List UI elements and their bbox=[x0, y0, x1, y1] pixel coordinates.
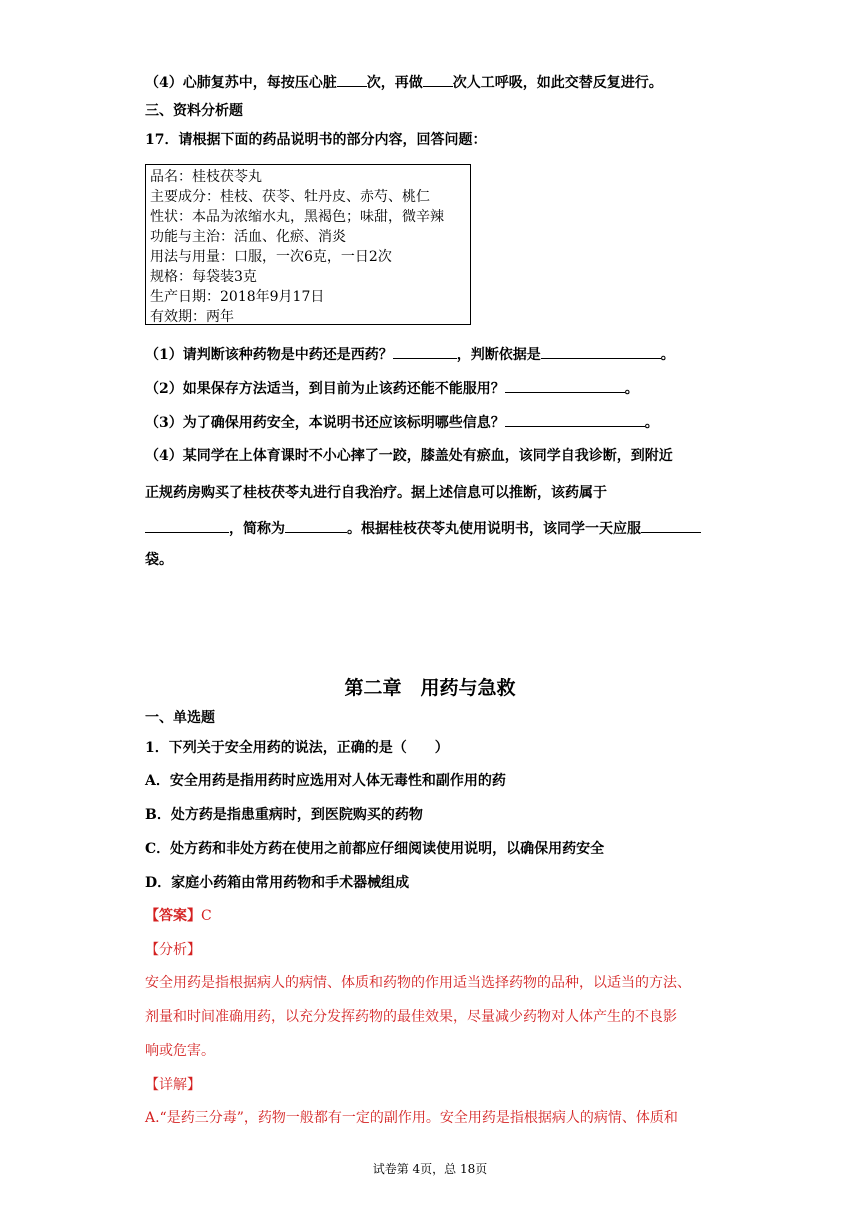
question-stem: 1．下列关于安全用药的说法，正确的是（ ） bbox=[145, 740, 449, 756]
option-d: D．家庭小药箱由常用药物和手术器械组成 bbox=[145, 875, 410, 891]
q16-part4: （4）心肺复苏中，每按压心脏 次，再做 次人工呼吸，如此交替反复进行。 bbox=[145, 72, 663, 93]
label-line: 生产日期：2018年9月17日 bbox=[150, 289, 325, 305]
analysis-text: 剂量和时间准确用药，以充分发挥药物的最佳效果，尽量减少药物对人体产生的不良影 bbox=[145, 1009, 677, 1025]
section-title: 一、单选题 bbox=[145, 710, 215, 726]
option-b: B．处方药是指患重病时，到医院购买的药物 bbox=[145, 807, 423, 823]
detail-text: A.“是药三分毒”，药物一般都有一定的副作用。安全用药是指根据病人的病情、体质和 bbox=[145, 1110, 678, 1126]
q17-part3: （3）为了确保用药安全，本说明书还应该标明哪些信息？ 。 bbox=[145, 412, 659, 433]
q17-part2: （2）如果保存方法适当，到目前为止该药还能不能服用？ 。 bbox=[145, 378, 639, 399]
analysis-text: 响或危害。 bbox=[145, 1043, 215, 1059]
q17-part4-line2: 正规药房购买了桂枝茯苓丸进行自我治疗。据上述信息可以推断，该药属于 bbox=[145, 485, 607, 501]
answer-blank[interactable] bbox=[337, 72, 367, 87]
question-stem: 17．请根据下面的药品说明书的部分内容，回答问题： bbox=[145, 132, 487, 148]
chapter-title: 第二章 用药与急救 bbox=[344, 677, 516, 699]
q17-part4-line3: ，简称为 。根据桂枝茯苓丸使用说明书，该同学一天应服 bbox=[145, 518, 701, 539]
q17-part4-line4: 袋。 bbox=[145, 552, 173, 568]
label-line: 用法与用量：口服，一次6克，一日2次 bbox=[150, 249, 392, 265]
page-footer: 试卷第 4页，总 18页 bbox=[372, 1162, 488, 1176]
drug-label-box bbox=[145, 164, 471, 325]
answer-blank[interactable] bbox=[285, 518, 347, 533]
label-line: 性状：本品为浓缩水丸，黑褐色；味甜，微辛辣 bbox=[150, 209, 444, 225]
answer-label: 【答案】 bbox=[145, 908, 201, 924]
label-line: 主要成分：桂枝、茯苓、牡丹皮、赤芍、桃仁 bbox=[150, 189, 430, 205]
answer-value: C bbox=[201, 908, 212, 924]
label-line: 规格：每袋装3克 bbox=[150, 269, 257, 285]
q17-part1: （1）请判断该种药物是中药还是西药？ ，判断依据是 。 bbox=[145, 344, 675, 365]
option-c: C．处方药和非处方药在使用之前都应仔细阅读使用说明，以确保用药安全 bbox=[145, 841, 605, 857]
answer-blank[interactable] bbox=[641, 518, 701, 533]
answer-blank[interactable] bbox=[393, 344, 457, 359]
section-title: 三、资料分析题 bbox=[145, 103, 243, 119]
label-line: 有效期：两年 bbox=[150, 309, 234, 325]
answer-blank[interactable] bbox=[505, 378, 625, 393]
answer-blank[interactable] bbox=[541, 344, 661, 359]
option-a: A．安全用药是指用药时应选用对人体无毒性和副作用的药 bbox=[145, 773, 506, 789]
analysis-text: 安全用药是指根据病人的病情、体质和药物的作用适当选择药物的品种，以适当的方法、 bbox=[145, 975, 691, 991]
answer-blank[interactable] bbox=[145, 518, 229, 533]
answer-blank[interactable] bbox=[423, 72, 453, 87]
detail-label: 【详解】 bbox=[145, 1077, 201, 1093]
label-line: 功能与主治：活血、化瘀、消炎 bbox=[150, 229, 346, 245]
analysis-label: 【分析】 bbox=[145, 942, 201, 958]
label-line: 品名：桂枝茯苓丸 bbox=[150, 169, 262, 185]
answer-line bbox=[145, 906, 212, 926]
q17-part4-line1: （4）某同学在上体育课时不小心摔了一跤，膝盖处有瘀血，该同学自我诊断，到附近 bbox=[145, 448, 673, 464]
answer-blank[interactable] bbox=[505, 412, 645, 427]
